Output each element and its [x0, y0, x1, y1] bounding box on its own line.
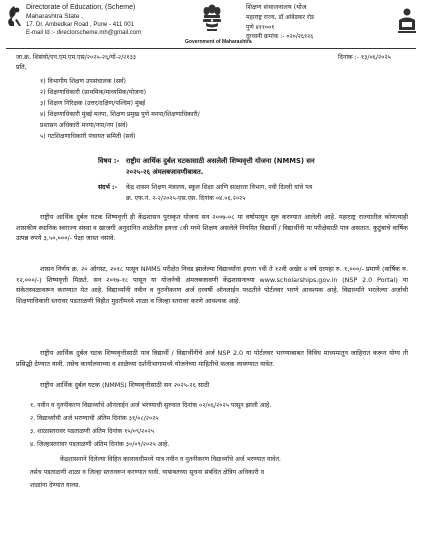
recipient-item: १) विभागीय शिक्षण उपसंचालक (सर्व): [40, 78, 126, 85]
state-emblem-icon: [198, 2, 226, 38]
reference-note-label: संदर्भ :-: [98, 184, 118, 191]
header-right-line-1: शिक्षण संचालनालय (योज: [246, 3, 307, 11]
reference-note-line-1: केंद्र शासन शिक्षण मंत्रालय, स्कूल शिक्षा आणि साक्षरता विभाग, नवी दिल्ली यांचे पत्र: [126, 184, 313, 191]
emblem-caption: Government of Maharashtra: [185, 39, 252, 45]
body-paragraph-2: शासन निर्णय क्र. २० ऑगस्ट, २०१८ पासून NMMS परीक्षेत निवड झालेल्या विद्यार्थ्यांना इयत्ता ९वी ते १२वी अखेर ४ वर्ष दरमहा रु. १,०००/- प्रमाणे (वार्षिक रु. १२,०००/-) शिष्यवृत्ती मिळते. सन २०१७-१८ पासून या योजनेची अंमलबजावणी केंद्रशासनाच्या www.scholarships.gov.in (NSP 2.0 Portal) या संकेतस्थळावरून करण्यात येत आहे. विद्यार्थ्यांनी नवीन व नुतनीकरण अर्ज दरवर्षी ऑनलाईन पध्दतीने पोर्टलवर भरणे आवश्यक आहे. विद्यार्थ्यांने भरलेल्या अर्जाची शिक्षणाधिकारी स्तरावर पडताळणी विहीत मुदतीमध्ये शाळा व जिल्हा स्तरावर करणे आवश्यक आहे.: [16, 265, 408, 305]
body-paragraph-4: राष्ट्रीय आर्थिक दुर्बल घटक (NMMS) शिष्यवृत्तीसाठी सन २०२५-२६ साठी: [40, 381, 210, 389]
body-paragraph-3: राष्ट्रीय आर्थिक दुर्बल घटक शिष्यवृत्तीसाठी पात्र विद्यार्थी / विद्यार्थीनींचे अर्ज NSP 2.0 या पोर्टलवर भरण्याबाबत विविध माध्यमातून जाहिरात करून योग्य ती प्रसिद्धी देण्यात यावी. तसेच कार्यालयाच्या व शाळेच्या दर्शनीभागामध्ये योजनेच्या माहितीचे फलक लावण्यात यावेत.: [16, 349, 408, 368]
header-right-line-3: पुणे ४११००१: [246, 24, 275, 31]
header-state: Maharashtra State ,: [26, 13, 84, 20]
header-address: 17. Dr. Ambedkar Road , Pune - 411 001: [26, 22, 134, 28]
reference-date: दिनांक :- १३/०६/२०२५: [338, 54, 391, 61]
recipient-item: २) शिक्षणाधिकारी (प्राथमिक/माध्यमिक/योजना): [40, 89, 147, 96]
header-org-name: Directorate of Education, (Scheme): [26, 4, 136, 11]
subject-line-2: २०२५-२६ अंमलबजावणीबाबत.: [126, 168, 204, 176]
recipient-item: ४) शिक्षणाधिकारी मुंबई मनपा, शिक्षण प्रमुख पुणे मनपा/शिक्षणाधिकारी/: [40, 111, 200, 118]
recipient-item: ३) शिक्षण निरिक्षक (उत्तर/दक्षिण/पश्चिम) मुंबई: [40, 100, 146, 107]
recipient-intro: प्रति,: [16, 64, 27, 71]
schedule-item: २. विद्यार्थ्यांची अर्ज भरण्याची अंतिम दिनांक ३१/०८/२०२५: [30, 415, 159, 422]
header-right-line-2: महाराष्ट्र राज्य, डॉ आंबेडकर रोड: [246, 14, 315, 21]
subject-label: विषय :-: [98, 157, 120, 165]
scheme-directorate-logo: [396, 6, 418, 34]
education-dept-logo: [5, 4, 23, 28]
header-right-line-4: दूरध्वनी क्रमांक :- ०२०/२६१२६: [246, 33, 314, 40]
body-paragraph-1: राष्ट्रीय आर्थिक दुर्बल घटक शिष्यवृत्ती ही केंद्रशासन पुरस्कृत योजना सन २००७-०८ या वर्षापासून सुरु करण्यात आलेली आहे. महाराष्ट्र राज्यातील कोणत्याही शासकीय स्थानिक स्वराज्य संस्था व खाजगी अनुदानित शाळेतील इयत्ता ८वी मध्ये शिक्षण असलेले नियमित विद्यार्थी / विद्यार्थीनी या परीक्षेसाठी पात्र असतात. कुटुंबाचे वार्षिक उत्पन्न रुपये ३,५०,०००/- पेक्षा जास्त नसावे.: [16, 213, 408, 243]
header-divider: [6, 48, 416, 49]
reference-note-line-2: क्र. एफ.नं. २-२/२०२५-एस.एस. दिनांक ०४.०६.२०२५: [126, 195, 246, 202]
recipient-item: ५) गटशिक्षणाधिकारी पंचायत समिती (सर्व): [40, 133, 136, 140]
schedule-item: ४. जिल्हास्तरावर पडताळणी अंतिम दिनांक ३०/०९/२०२५ आहे.: [30, 441, 170, 448]
schedule-item: १. नवीन व नुतनीकरण विद्यार्थ्यांचे ऑनलाईन अर्ज भरण्याची सुरुवात दिनांक ०२/०६/२०२५ पासून झाली आहे.: [30, 402, 272, 409]
recipient-item: प्रशासन अधिकारी मनपा/नपा/नप (सर्व): [40, 122, 128, 129]
subject-line-1: राष्ट्रीय आर्थिक दुर्बल घटकासाठी असलेली शिष्यवृत्ती योजना (NMMS) सन: [126, 157, 315, 165]
reference-number: जा.क्र. शिसंयो/एन.एम.एम.एस/२०२५-२६/यो-२/२१३३: [16, 54, 137, 61]
closing-line-2: तसेच पडताळणी शाळा व जिल्हा स्तरावरून करण्यात यावी. याबाबतच्या सूचना संबंधित क्षेत्रिय अधिकारी व: [30, 469, 265, 476]
closing-line-3: शाळांना देण्यात याव्या.: [30, 482, 81, 489]
schedule-item: ३. शाळास्तरावर पडताळणी अंतिम दिनांक १५/०९/२०२५: [30, 428, 155, 435]
header-email: E-mail Id :- directorscheme.mh@gmail.com: [26, 30, 142, 36]
closing-line-1: केंद्रशासनाने दिलेल्या विहित कालावधीमध्ये पात्र नवीन व नुतनीकरण विद्यार्थ्यांचे अर्ज भरण्यात यावेत.: [60, 456, 281, 463]
